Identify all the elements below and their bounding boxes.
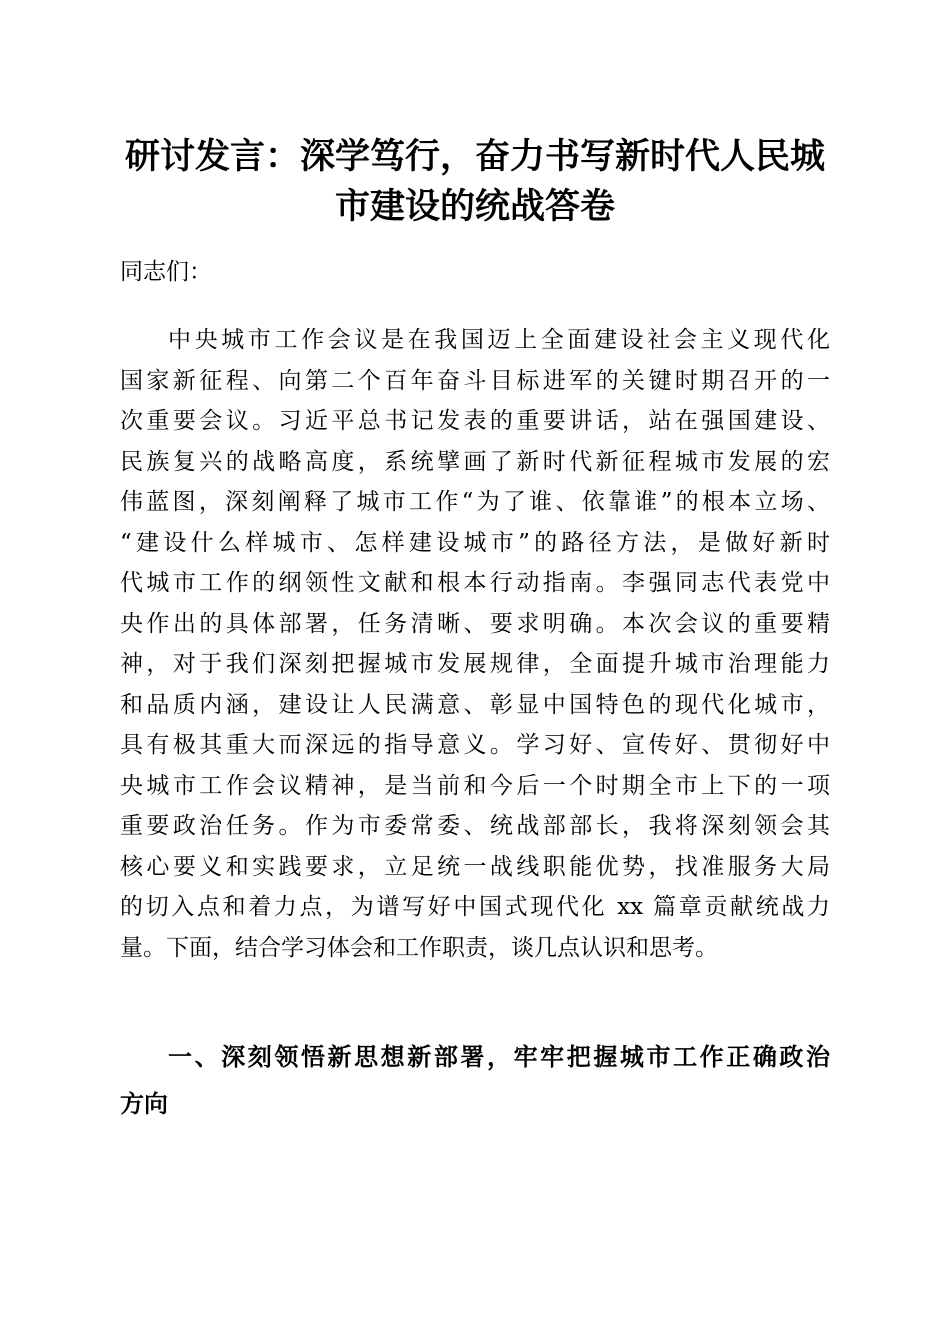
body-line: 民族复兴的战略高度，系统擘画了新时代新征程城市发展的宏 [120, 448, 830, 475]
body-line: 国家新征程、向第二个百年奋斗目标进军的关键时期召开的一 [120, 367, 830, 394]
body-line: “建设什么样城市、怎样建设城市”的路径方法，是做好新时 [120, 529, 830, 556]
body-line: 次重要会议。习近平总书记发表的重要讲话，站在强国建设、 [120, 408, 830, 434]
body-line: 和品质内涵，建设让人民满意、彰显中国特色的现代化城市， [120, 691, 830, 718]
title-line-1: 研讨发言：深学笃行，奋力书写新时代人民城 [124, 136, 825, 177]
document-title [110, 132, 840, 232]
body-line: 神，对于我们深刻把握城市发展规律，全面提升城市治理能力 [120, 651, 830, 677]
body-line: 核心要义和实践要求，立足统一战线职能优势，找准服务大局 [120, 853, 830, 880]
body-line: 的切入点和着力点，为谱写好中国式现代化 xx 篇章贡献统战力 [120, 894, 830, 920]
section-heading-line-2: 方向 [120, 1090, 168, 1118]
body-line: 代城市工作的纲领性文献和根本行动指南。李强同志代表党中 [120, 570, 830, 596]
body-line: 量。下面，结合学习体会和工作职责，谈几点认识和思考。 [120, 934, 718, 961]
body-line: 重要政治任务。作为市委常委、统战部部长，我将深刻领会其 [120, 813, 830, 839]
title-line-2: 市建设的统战答卷 [334, 186, 615, 227]
body-line: 中央城市工作会议是在我国迈上全面建设社会主义现代化 [168, 327, 830, 353]
section-heading-line-1: 一、深刻领悟新思想新部署，牢牢把握城市工作正确政治 [168, 1043, 830, 1071]
section-heading [120, 1034, 830, 1128]
body-paragraph [120, 320, 830, 968]
body-line: 央作出的具体部署，任务清晰、要求明确。本次会议的重要精 [120, 610, 830, 637]
body-line: 具有极其重大而深远的指导意义。学习好、宣传好、贯彻好中 [120, 732, 830, 758]
body-line: 央城市工作会议精神，是当前和今后一个时期全市上下的一项 [120, 772, 830, 799]
salutation: 同志们： [120, 259, 212, 285]
body-line: 伟蓝图，深刻阐释了城市工作“为了谁、依靠谁”的根本立场、 [120, 489, 830, 515]
